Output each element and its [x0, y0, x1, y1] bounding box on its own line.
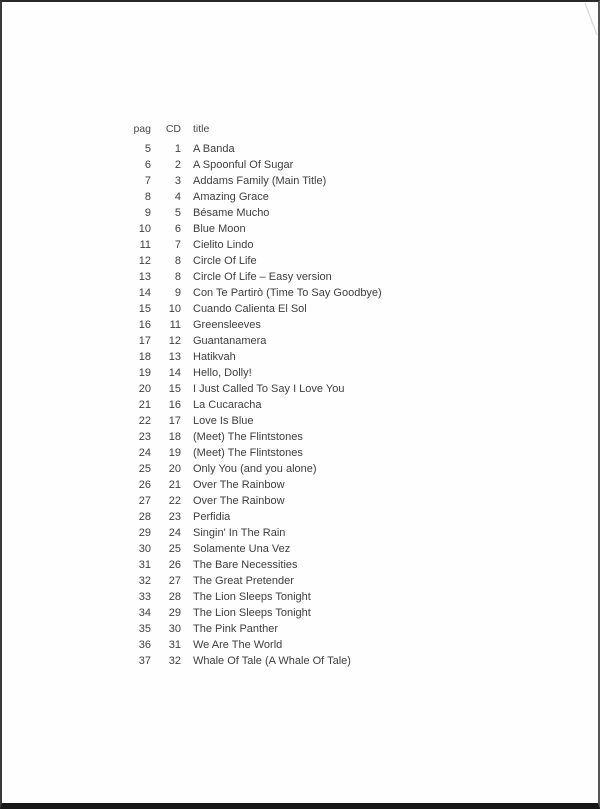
table-header [2, 121, 598, 137]
cd-track-number: 13 [168, 351, 181, 363]
cd-track-number: 16 [168, 399, 181, 411]
song-title: (Meet) The Flintstones [193, 447, 303, 459]
song-title: The Lion Sleeps Tonight [193, 607, 311, 619]
song-title: Whale Of Tale (A Whale Of Tale) [193, 655, 351, 667]
cd-track-number: 3 [174, 175, 181, 187]
page-number: 20 [138, 383, 151, 395]
cd-track-number: 1 [174, 143, 181, 155]
page-number: 10 [138, 223, 151, 235]
cd-track-number: 5 [174, 207, 181, 219]
cd-track-number: 6 [174, 223, 181, 235]
page-number: 12 [138, 255, 151, 267]
cd-track-number: 4 [174, 191, 181, 203]
song-title: Perfidia [193, 511, 231, 523]
page-number: 37 [138, 655, 151, 667]
table-row [2, 205, 598, 221]
table-row [2, 429, 598, 445]
page-number: 24 [138, 447, 151, 459]
table-row [2, 333, 598, 349]
cd-track-number: 17 [168, 415, 181, 427]
page-corner-fold-artifact [576, 2, 598, 44]
table-row [2, 285, 598, 301]
song-title: Over The Rainbow [193, 479, 285, 491]
table-row [2, 221, 598, 237]
cd-track-number: 23 [168, 511, 181, 523]
page-number: 29 [138, 527, 151, 539]
table-row [2, 605, 598, 621]
page-number: 5 [144, 143, 151, 155]
song-title: The Bare Necessities [193, 559, 298, 571]
table-row [2, 621, 598, 637]
page-number: 18 [138, 351, 151, 363]
table-row [2, 653, 598, 669]
page-number: 13 [138, 271, 151, 283]
cd-track-number: 32 [168, 655, 181, 667]
song-title: Circle Of Life – Easy version [193, 271, 332, 283]
table-row [2, 589, 598, 605]
song-title: The Pink Panther [193, 623, 278, 635]
table-row [2, 365, 598, 381]
page-number: 33 [138, 591, 151, 603]
page-number: 35 [138, 623, 151, 635]
table-row [2, 301, 598, 317]
song-title: Hello, Dolly! [193, 367, 252, 379]
page-number: 23 [138, 431, 151, 443]
table-row [2, 141, 598, 157]
page-number: 17 [138, 335, 151, 347]
page-number: 9 [144, 207, 151, 219]
page-number: 34 [138, 607, 151, 619]
song-title: The Great Pretender [193, 575, 294, 587]
table-row [2, 637, 598, 653]
song-title: A Banda [193, 143, 235, 155]
song-title: Bésame Mucho [193, 207, 270, 219]
song-title: The Lion Sleeps Tonight [193, 591, 311, 603]
table-row [2, 269, 598, 285]
cd-track-number: 22 [168, 495, 181, 507]
song-title: Blue Moon [193, 223, 246, 235]
page-number: 36 [138, 639, 151, 651]
table-row [2, 349, 598, 365]
song-title: Guantanamera [193, 335, 267, 347]
cd-track-number: 25 [168, 543, 181, 555]
song-title: Only You (and you alone) [193, 463, 317, 475]
column-header-pag: pag [133, 123, 151, 135]
cd-track-number: 20 [168, 463, 181, 475]
cd-track-number: 12 [168, 335, 181, 347]
song-title: Solamente Una Vez [193, 543, 291, 555]
page-number: 19 [138, 367, 151, 379]
cd-track-number: 26 [168, 559, 181, 571]
table-row [2, 413, 598, 429]
cd-track-number: 11 [169, 319, 181, 331]
cd-track-number: 14 [168, 367, 181, 379]
cd-track-number: 19 [168, 447, 181, 459]
page-number: 30 [138, 543, 151, 555]
page-number: 11 [139, 239, 151, 251]
song-title: Greensleeves [193, 319, 261, 331]
table-row [2, 381, 598, 397]
table-row [2, 173, 598, 189]
cd-track-number: 7 [174, 239, 181, 251]
table-row [2, 573, 598, 589]
table-row [2, 557, 598, 573]
song-title: Amazing Grace [193, 191, 269, 203]
page-number: 26 [138, 479, 151, 491]
table-row [2, 317, 598, 333]
table-row [2, 189, 598, 205]
page-number: 6 [144, 159, 151, 171]
table-row [2, 509, 598, 525]
table-row [2, 541, 598, 557]
table-row [2, 253, 598, 269]
song-title: Cuando Calienta El Sol [193, 303, 307, 315]
song-table [2, 121, 598, 669]
page-number: 15 [138, 303, 151, 315]
song-title: Addams Family (Main Title) [193, 175, 327, 187]
page-number: 16 [138, 319, 151, 331]
table-body [2, 141, 598, 669]
table-row [2, 397, 598, 413]
page-number: 8 [144, 191, 151, 203]
page-number: 28 [138, 511, 151, 523]
cd-track-number: 2 [174, 159, 181, 171]
cd-track-number: 27 [168, 575, 181, 587]
cd-track-number: 21 [168, 479, 181, 491]
song-title: We Are The World [193, 639, 283, 651]
song-title: Hatikvah [193, 351, 236, 363]
table-row [2, 477, 598, 493]
table-row [2, 493, 598, 509]
page-number: 14 [138, 287, 151, 299]
song-title: I Just Called To Say I Love You [193, 383, 345, 395]
cd-track-number: 10 [168, 303, 181, 315]
table-row [2, 525, 598, 541]
cd-track-number: 30 [168, 623, 181, 635]
cd-track-number: 8 [174, 255, 181, 267]
song-title: Singin' In The Rain [193, 527, 286, 539]
page-number: 7 [144, 175, 151, 187]
column-header-title: title [193, 123, 210, 135]
cd-track-number: 24 [168, 527, 181, 539]
song-title: Circle Of Life [193, 255, 257, 267]
page-number: 21 [138, 399, 151, 411]
page-number: 25 [138, 463, 151, 475]
song-title: Over The Rainbow [193, 495, 285, 507]
cd-track-number: 9 [174, 287, 181, 299]
song-title: Con Te Partirò (Time To Say Goodbye) [193, 287, 382, 299]
page-number: 27 [138, 495, 151, 507]
cd-track-number: 18 [168, 431, 181, 443]
song-title: Love Is Blue [193, 415, 254, 427]
cd-track-number: 8 [174, 271, 181, 283]
cd-track-number: 15 [168, 383, 181, 395]
table-row [2, 157, 598, 173]
cd-track-number: 28 [168, 591, 181, 603]
song-title: La Cucaracha [193, 399, 262, 411]
song-title: Cielito Lindo [193, 239, 254, 251]
table-row [2, 445, 598, 461]
page-number: 31 [138, 559, 151, 571]
table-row [2, 461, 598, 477]
table-row [2, 237, 598, 253]
cd-track-number: 29 [168, 607, 181, 619]
column-header-cd: CD [165, 123, 181, 135]
song-title: A Spoonful Of Sugar [193, 159, 294, 171]
song-title: (Meet) The Flintstones [193, 431, 303, 443]
page-number: 32 [138, 575, 151, 587]
page-number: 22 [138, 415, 151, 427]
cd-track-number: 31 [168, 639, 181, 651]
